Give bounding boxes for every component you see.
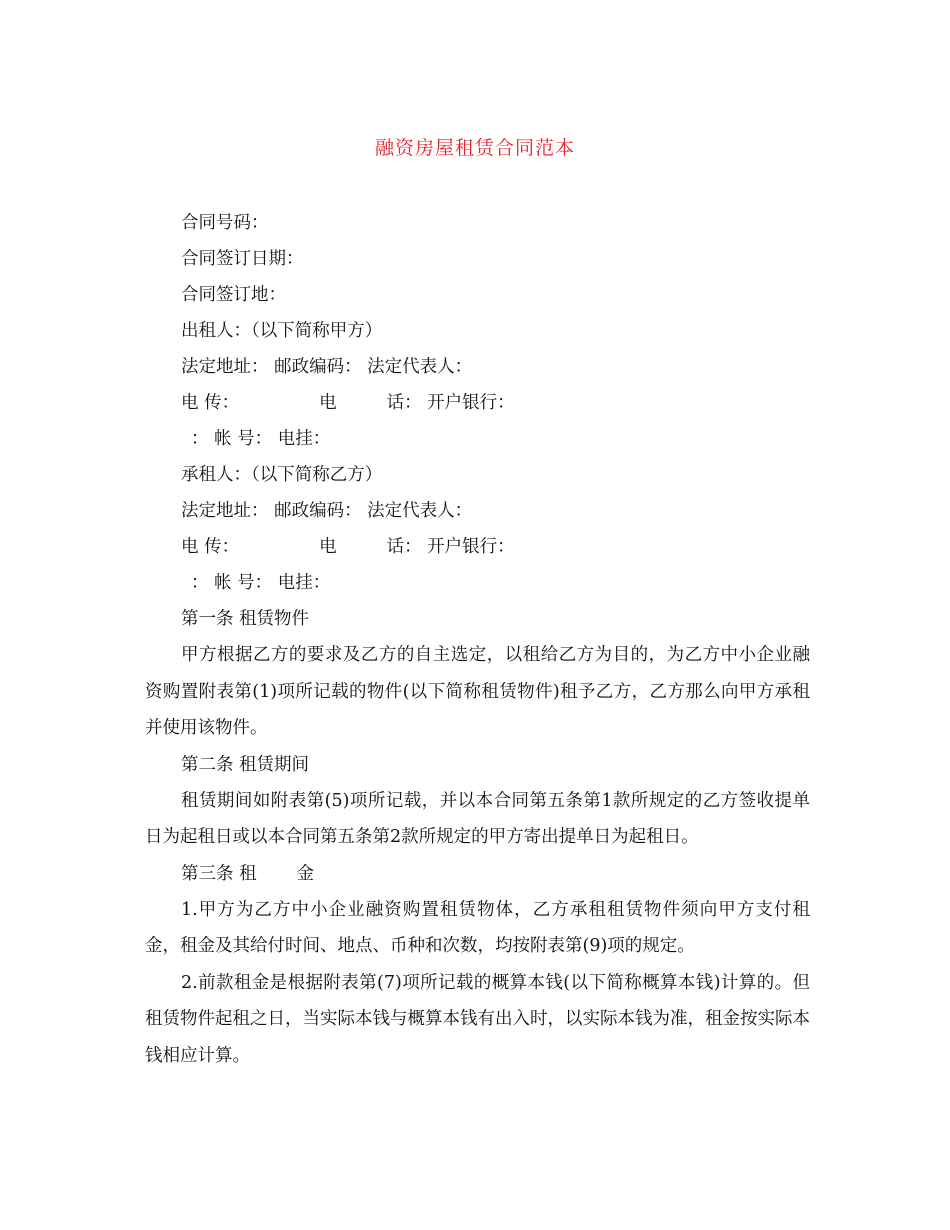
article-3-item-1: 1.甲方为乙方中小企业融资购置租赁物体，乙方承租租赁物件须向甲方支付租金，租金及其给付时间、地点、币种和次数，均按附表第(9)项的规定。 xyxy=(145,899,810,956)
lessor-cable: 电挂： xyxy=(277,429,331,449)
lessor-account-colon: ： xyxy=(191,429,209,449)
lessee-phone-b: 话： xyxy=(386,537,422,557)
lessor-label: 出租人：（以下简称甲方） xyxy=(181,321,383,341)
lessor-fax: 电 传： xyxy=(181,393,240,413)
lessee-legal-address: 法定地址： xyxy=(181,501,269,521)
lessee-label: 承租人：（以下简称乙方） xyxy=(181,465,383,485)
lessee-postal-code: 邮政编码： xyxy=(274,501,362,521)
article-3-heading xyxy=(145,856,810,892)
article-3-heading-b: 金 xyxy=(296,863,315,884)
lessee-address-line xyxy=(145,493,810,529)
lessor-account: 帐 号： xyxy=(214,429,273,449)
lessee-legal-representative: 法定代表人： xyxy=(367,501,473,521)
article-2-text: 租赁期间如附表第(5)项所记载，并以本合同第五条第1款所规定的乙方签收提单日为起租日或以本合同第五条第2款所规定的甲方寄出提单日为起租日。 xyxy=(145,790,810,847)
lessee-account: 帐 号： xyxy=(214,573,273,593)
document-title: 融资房屋租赁合同范本 xyxy=(374,137,575,159)
lessor-legal-address: 法定地址： xyxy=(181,357,269,377)
document-body xyxy=(145,205,810,1074)
lessor-address-line xyxy=(145,349,810,385)
contract-sign-place-field: 合同签订地： xyxy=(181,285,286,305)
lessor-phone-b: 话： xyxy=(386,393,422,413)
contract-sign-date-field: 合同签订日期： xyxy=(181,249,304,269)
contract-number-field: 合同号码： xyxy=(181,213,269,233)
lessee-phone-a: 电 xyxy=(319,537,337,557)
lessor-legal-representative: 法定代表人： xyxy=(367,357,473,377)
lessee-cable: 电挂： xyxy=(277,573,331,593)
lessee-bank: 开户银行： xyxy=(427,537,515,557)
lessor-account-line xyxy=(145,421,810,457)
lessee-account-line xyxy=(145,565,810,601)
article-1-text: 甲方根据乙方的要求及乙方的自主选定，以租给乙方为目的，为乙方中小企业融资购置附表第(1)项所记载的物件(以下简称租赁物件)租予乙方，乙方那么向甲方承租并使用该物件。 xyxy=(145,645,810,738)
lessor-phone-a: 电 xyxy=(319,393,337,413)
article-3-heading-a: 第三条 租 xyxy=(181,863,257,884)
lessor-postal-code: 邮政编码： xyxy=(274,357,362,377)
lessor-contact-line xyxy=(145,385,810,421)
article-1-heading: 第一条 租赁物件 xyxy=(181,609,310,629)
lessee-contact-line xyxy=(145,529,810,565)
article-2-heading: 第二条 租赁期间 xyxy=(181,754,310,775)
lessee-account-colon: ： xyxy=(191,573,209,593)
lessee-fax: 电 传： xyxy=(181,537,240,557)
lessor-bank: 开户银行： xyxy=(427,393,515,413)
article-3-item-2: 2.前款租金是根据附表第(7)项所记载的概算本钱(以下简称概算本钱)计算的。但租赁物件起租之日，当实际本钱与概算本钱有出入时，以实际本钱为准，租金按实际本钱相应计算。 xyxy=(145,972,810,1066)
